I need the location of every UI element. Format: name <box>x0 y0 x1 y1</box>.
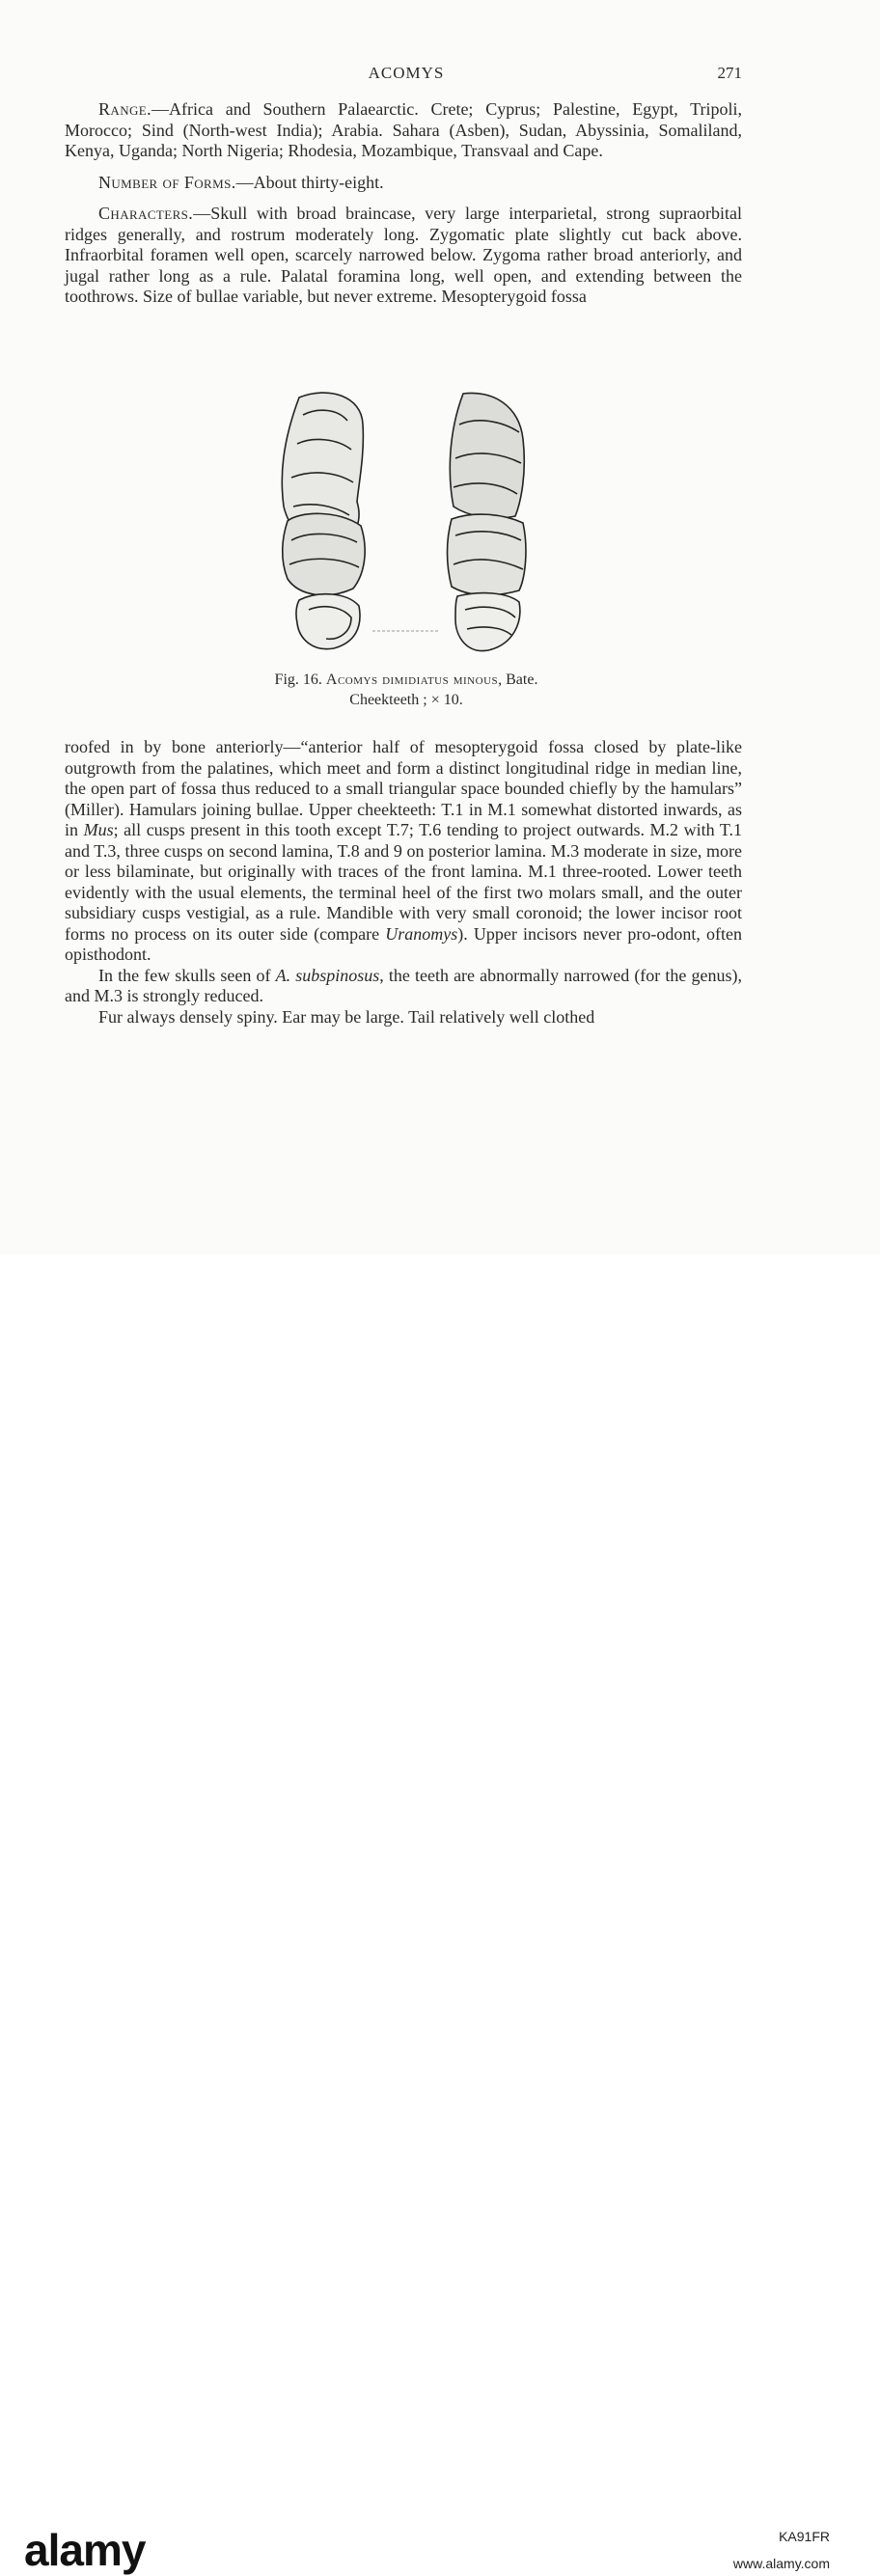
left-toothrow <box>282 393 365 649</box>
running-header <box>0 64 880 89</box>
continuation-text-c: ). Upper incisors never pro-odont, often opisthodont. <box>65 923 742 964</box>
characters-label: Characters. <box>98 204 194 223</box>
caption-line-1 <box>0 670 812 690</box>
lower-text-block <box>65 737 742 1028</box>
watermark-footer <box>0 1254 880 2575</box>
genus-uranomys: Uranomys <box>385 923 458 944</box>
upper-text-block <box>65 99 742 318</box>
caption-line-2: Cheekteeth ; × 10. <box>349 692 463 708</box>
figure-label: Fig. 16. <box>274 671 322 688</box>
alamy-logo: alamy <box>24 2525 146 2575</box>
range-paragraph <box>65 99 742 162</box>
range-label: Range. <box>98 99 152 119</box>
subspinosus-paragraph <box>65 966 742 1007</box>
book-page <box>0 0 880 1254</box>
forms-text: —About thirty-eight. <box>235 172 384 192</box>
image-id: KA91FR <box>779 2529 830 2544</box>
characters-paragraph <box>65 204 742 308</box>
page-number: 271 <box>717 64 742 82</box>
continuation-paragraph <box>65 737 742 966</box>
genus-mus: Mus <box>83 820 114 839</box>
continuation-text-a: roofed in by bone anteriorly—“anterior half of mesopterygoid fossa closed by plate-like outgrowth from the palatines, which meet and form a distinct longitudinal ridge in median line, the open part of fossa thus reduced to a small triangular space bounded chiefly by the hamulars” (Miller). Hamulars joining bullae. Upper cheekteeth: T.1 in M.1 somewhat distorted inwards, as in <box>65 737 742 839</box>
figure-species: Acomys dimidiatus minous <box>325 671 499 688</box>
continuation-text-b: ; all cusps present in this tooth except T.7; T.6 tending to project outwards. M.2 with T.1 and T.3, three cusps on second lamina, T.8 and 9 on posterior lamina. M.3 moderate in size, more or less bilaminate, but originally with traces of the front lamina. M.1 three-rooted. Lower teeth evidently with the usual elements, the terminal heel of the first two molars small, and the outer subsidiary cusps vestigial, as a rule. Mandible with very small coronoid; the lower incisor root forms no process on its outer side (compare <box>65 820 742 944</box>
forms-paragraph <box>65 173 742 194</box>
subspinosus-text-b: , the teeth are abnormally narrowed (for the genus), and M.3 is strongly reduced. <box>65 965 742 1005</box>
right-toothrow <box>448 393 526 650</box>
characters-text: —Skull with broad braincase, very large interparietal, strong supraorbital ridges generally, and rostrum moderately long. Zygomatic plate slightly cut back above. Infraorbital foramen well open, scarcely narrowed below. Zygoma rather broad anteriorly, and jugal rather long as a rule. Palatal foramina long, well open, and extending between the toothrows. Size of bullae variable, but never extreme. Mesopterygoid fossa <box>65 204 742 306</box>
site-url: www.alamy.com <box>732 2556 830 2571</box>
range-text: —Africa and Southern Palaearctic. Crete; Cyprus; Palestine, Egypt, Tripoli, Morocco; Sind (North-west India); Arabia. Sahara (Asben), Sudan, Abyssinia, Somaliland, Kenya, Uganda; North Nigeria; Rhodesia, Mozambique, Transvaal and Cape. <box>65 99 742 160</box>
subspinosus-text-a: In the few skulls seen of <box>98 965 276 985</box>
forms-label: Number of Forms. <box>98 172 236 192</box>
species-subspinosus: A. subspinosus <box>275 965 380 985</box>
fur-paragraph: Fur always densely spiny. Ear may be large. Tail relatively well clothed <box>98 1006 595 1027</box>
figure-caption <box>0 670 812 710</box>
running-title: ACOMYS <box>368 64 445 82</box>
cheekteeth-illustration <box>270 386 540 658</box>
figure-author: , Bate. <box>498 671 538 688</box>
